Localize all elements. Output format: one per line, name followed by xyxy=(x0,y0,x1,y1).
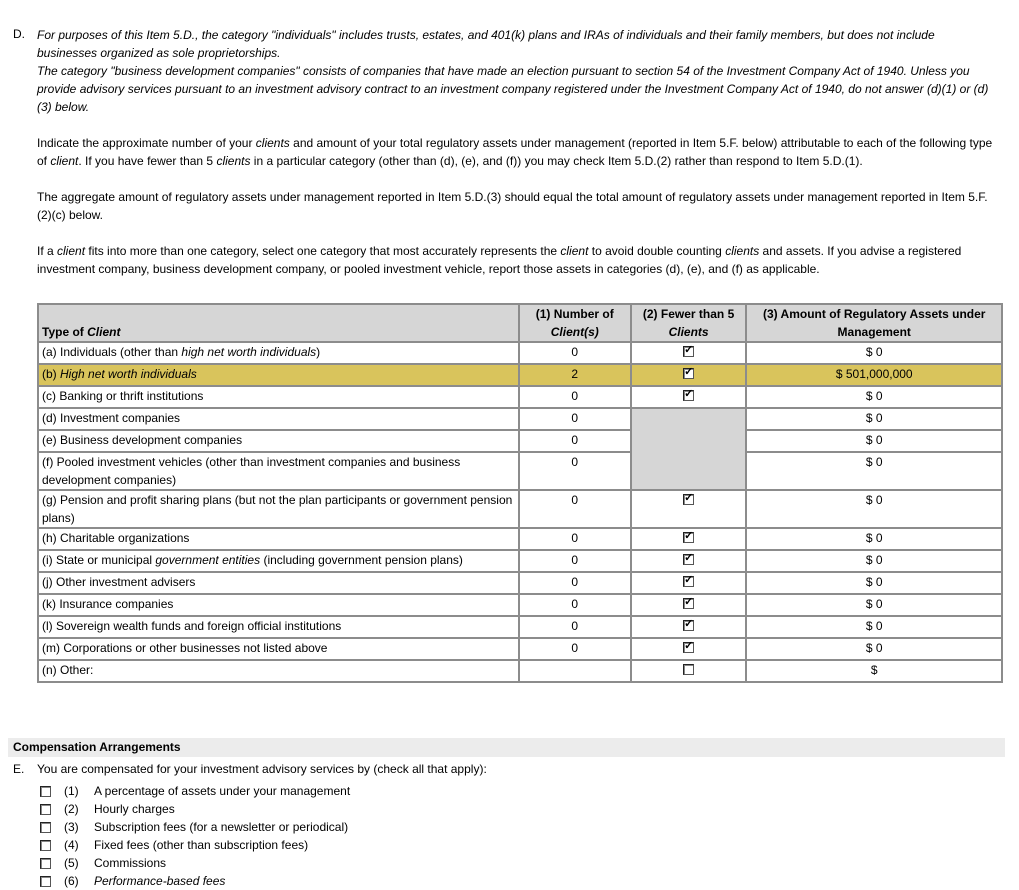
table-row xyxy=(38,572,1002,594)
regulatory-assets-field[interactable]: $ 0 xyxy=(746,386,1002,408)
client-type-text: (d) Investment companies xyxy=(42,411,181,425)
table-row xyxy=(38,638,1002,660)
compensation-checkbox[interactable] xyxy=(40,876,51,887)
fewer-than-5-checkbox[interactable] xyxy=(683,346,694,357)
compensation-option xyxy=(40,836,350,854)
fewer-than-5-not-applicable xyxy=(631,408,747,490)
client-type-text: High net worth individuals xyxy=(60,367,197,381)
compensation-checkbox[interactable] xyxy=(40,858,51,869)
number-of-clients-field[interactable]: 0 xyxy=(519,430,631,452)
fewer-than-5-cell xyxy=(631,342,747,364)
option-label: Performance-based fees xyxy=(94,874,226,888)
fewer-than-5-cell xyxy=(631,364,747,386)
fewer-than-5-cell xyxy=(631,572,747,594)
fewer-than-5-checkbox[interactable] xyxy=(683,642,694,653)
regulatory-assets-field[interactable]: $ 0 xyxy=(746,528,1002,550)
client-type-cell xyxy=(38,594,519,616)
option-number: (6) xyxy=(64,874,79,888)
table-row xyxy=(38,660,1002,682)
check-mark-icon: ✓ xyxy=(684,574,694,586)
text-run: Indicate the approximate number of your xyxy=(37,136,256,150)
regulatory-assets-field[interactable]: $ 0 xyxy=(746,490,1002,528)
header-text: Clients xyxy=(668,325,709,339)
number-of-clients-field[interactable]: 0 xyxy=(519,408,631,430)
regulatory-assets-field[interactable]: $ 0 xyxy=(746,572,1002,594)
header-text: Client xyxy=(87,325,121,339)
option-number: (3) xyxy=(64,820,79,834)
option-number: (1) xyxy=(64,784,79,798)
number-of-clients-field[interactable]: 0 xyxy=(519,342,631,364)
regulatory-assets-field[interactable]: $ xyxy=(746,660,1002,682)
fewer-than-5-cell xyxy=(631,550,747,572)
regulatory-assets-field[interactable]: $ 0 xyxy=(746,408,1002,430)
option-label: A percentage of assets under your management xyxy=(94,784,351,798)
client-type-cell xyxy=(38,550,519,572)
compensation-checkbox[interactable] xyxy=(40,840,51,851)
number-of-clients-field[interactable]: 0 xyxy=(519,550,631,572)
check-mark-icon: ✓ xyxy=(684,344,694,356)
option-label: Hourly charges xyxy=(94,802,175,816)
intro-line-1: For purposes of this Item 5.D., the category "individuals" includes trusts, estates, and 401(k) plans and IRAs of individuals and their family members, but does not include businesses organized as sole proprietorships. xyxy=(37,28,935,60)
header-text: Type of xyxy=(42,325,88,339)
number-of-clients-field[interactable]: 0 xyxy=(519,572,631,594)
instruction-paragraph-3 xyxy=(37,242,997,278)
table-header-row xyxy=(38,304,1002,342)
number-of-clients-field[interactable]: 0 xyxy=(519,386,631,408)
check-mark-icon: ✓ xyxy=(684,492,694,504)
text-run: and assets. If you advise a registered investment company, business development company, or pooled investment vehicle, report those assets in categories (d), (e), and (f) as applicable. xyxy=(37,244,962,276)
text-run: fits into more than one category, select one category that most accurately represents the xyxy=(85,244,561,258)
client-type-text: (j) Other investment advisers xyxy=(42,575,196,589)
text-run: . If you have fewer than 5 xyxy=(78,154,217,168)
check-mark-icon: ✓ xyxy=(684,366,694,378)
compensation-option xyxy=(40,872,350,890)
header-text: (1) Number of xyxy=(535,307,614,321)
client-types-table xyxy=(37,303,1003,683)
instruction-paragraph-2: The aggregate amount of regulatory assets under management reported in Item 5.D.(3) should equal the total amount of regulatory assets under management reported in Item 5.F.(2)(c) below. xyxy=(37,190,988,222)
number-of-clients-field[interactable]: 0 xyxy=(519,490,631,528)
text-run: to avoid double counting xyxy=(588,244,726,258)
number-of-clients-field[interactable]: 0 xyxy=(519,594,631,616)
table-row xyxy=(38,408,1002,430)
fewer-than-5-checkbox[interactable] xyxy=(683,620,694,631)
compensation-checkbox[interactable] xyxy=(40,822,51,833)
client-type-cell xyxy=(38,386,519,408)
number-of-clients-field[interactable]: 0 xyxy=(519,638,631,660)
compensation-option xyxy=(40,854,350,872)
option-number: (5) xyxy=(64,856,79,870)
regulatory-assets-field[interactable]: $ 0 xyxy=(746,550,1002,572)
client-type-text: (f) Pooled investment vehicles (other than investment companies and business development companies) xyxy=(42,455,461,487)
client-type-text: government entities xyxy=(155,553,261,567)
fewer-than-5-checkbox[interactable] xyxy=(683,664,694,675)
number-of-clients-field[interactable]: 0 xyxy=(519,616,631,638)
client-type-cell xyxy=(38,452,519,490)
regulatory-assets-field[interactable]: $ 0 xyxy=(746,430,1002,452)
client-type-cell xyxy=(38,490,519,528)
fewer-than-5-checkbox[interactable] xyxy=(683,390,694,401)
number-of-clients-field[interactable]: 0 xyxy=(519,452,631,490)
client-type-cell xyxy=(38,638,519,660)
table-body xyxy=(38,342,1002,682)
check-mark-icon: ✓ xyxy=(684,618,694,630)
header-number-of-clients xyxy=(519,304,631,342)
number-of-clients-field[interactable]: 0 xyxy=(519,528,631,550)
client-type-text: (e) Business development companies xyxy=(42,433,243,447)
table-row xyxy=(38,490,1002,528)
text-run: client xyxy=(50,154,79,168)
text-run: If a xyxy=(37,244,58,258)
check-mark-icon: ✓ xyxy=(684,552,694,564)
text-run: clients xyxy=(255,136,290,150)
client-type-text: (c) Banking or thrift institutions xyxy=(42,389,204,403)
client-type-cell xyxy=(38,342,519,364)
client-type-text: (n) Other: xyxy=(42,663,94,677)
compensation-checkbox[interactable] xyxy=(40,786,51,797)
fewer-than-5-cell xyxy=(631,386,747,408)
client-type-cell xyxy=(38,616,519,638)
fewer-than-5-checkbox[interactable] xyxy=(683,554,694,565)
intro-line-2: The category "business development companies" consists of companies that have made an election pursuant to section 54 of the Investment Company Act of 1940. Unless you provide advisory services pursuant to an investment advisory contract to an investment company registered under the Investment Company Act of 1940, do not answer (d)(1) or (d)(3) below. xyxy=(37,64,989,114)
text-run: client xyxy=(57,244,86,258)
client-type-cell xyxy=(38,430,519,452)
client-type-cell xyxy=(38,572,519,594)
instruction-paragraph-1 xyxy=(37,134,997,170)
client-type-text: (h) Charitable organizations xyxy=(42,531,190,545)
compensation-options xyxy=(40,782,350,890)
table-row xyxy=(38,342,1002,364)
fewer-than-5-checkbox[interactable] xyxy=(683,576,694,587)
fewer-than-5-cell xyxy=(631,528,747,550)
fewer-than-5-checkbox[interactable] xyxy=(683,494,694,505)
client-type-text: (including government pension plans) xyxy=(260,553,463,567)
fewer-than-5-cell xyxy=(631,638,747,660)
text-run: clients xyxy=(216,154,251,168)
check-mark-icon: ✓ xyxy=(684,388,694,400)
option-label: Subscription fees (for a newsletter or periodical) xyxy=(94,820,349,834)
table-row xyxy=(38,528,1002,550)
text-run: in a particular category (other than (d), (e), and (f)) you may check Item 5.D.(2) rather than respond to Item 5.D.(1). xyxy=(250,154,863,168)
fewer-than-5-checkbox[interactable] xyxy=(683,532,694,543)
regulatory-assets-field[interactable]: $ 501,000,000 xyxy=(746,364,1002,386)
check-mark-icon: ✓ xyxy=(684,596,694,608)
section-letter: D. xyxy=(13,27,25,41)
text-run: client xyxy=(560,244,589,258)
header-fewer-than-5 xyxy=(631,304,747,342)
table-row xyxy=(38,430,1002,452)
fewer-than-5-checkbox[interactable] xyxy=(683,598,694,609)
table-row xyxy=(38,452,1002,490)
client-type-text: (k) Insurance companies xyxy=(42,597,174,611)
fewer-than-5-cell xyxy=(631,660,747,682)
text-run: clients xyxy=(725,244,760,258)
table-row xyxy=(38,594,1002,616)
table-row xyxy=(38,364,1002,386)
regulatory-assets-field[interactable]: $ 0 xyxy=(746,342,1002,364)
fewer-than-5-cell xyxy=(631,594,747,616)
option-number: (4) xyxy=(64,838,79,852)
client-type-cell xyxy=(38,364,519,386)
check-mark-icon: ✓ xyxy=(684,530,694,542)
fewer-than-5-cell xyxy=(631,616,747,638)
regulatory-assets-field[interactable]: $ 0 xyxy=(746,638,1002,660)
compensation-option xyxy=(40,782,350,800)
client-type-text: (a) Individuals (other than xyxy=(42,345,182,359)
client-type-text: (l) Sovereign wealth funds and foreign official institutions xyxy=(42,619,342,633)
regulatory-assets-field[interactable]: $ 0 xyxy=(746,594,1002,616)
client-type-cell xyxy=(38,408,519,430)
client-type-text: ) xyxy=(316,345,321,359)
client-type-text: (i) State or municipal xyxy=(42,553,156,567)
text-run: and amount of your total regulatory assets under management (reported in Item 5.F. below) attributable to each of the following type of xyxy=(37,136,993,168)
option-label: Fixed fees (other than subscription fees) xyxy=(94,838,309,852)
fewer-than-5-cell xyxy=(631,490,747,528)
check-mark-icon: ✓ xyxy=(684,640,694,652)
compensation-checkbox[interactable] xyxy=(40,804,51,815)
client-type-text: (g) Pension and profit sharing plans (but not the plan participants or government pension plans) xyxy=(42,493,513,525)
header-regulatory-assets: (3) Amount of Regulatory Assets under Management xyxy=(746,304,1002,342)
compensation-section-header: Compensation Arrangements xyxy=(8,738,1005,757)
table-row xyxy=(38,386,1002,408)
client-type-cell xyxy=(38,660,519,682)
client-type-text: (b) xyxy=(42,367,60,381)
option-number: (2) xyxy=(64,802,79,816)
number-of-clients-field[interactable] xyxy=(519,660,631,682)
compensation-option xyxy=(40,818,350,836)
option-label: Commissions xyxy=(94,856,167,870)
table-row xyxy=(38,616,1002,638)
header-type-of-client xyxy=(38,304,519,342)
compensation-question: You are compensated for your investment advisory services by (check all that apply): xyxy=(37,762,487,776)
header-text: Client(s) xyxy=(550,325,599,339)
client-type-text: high net worth individuals xyxy=(181,345,317,359)
header-text: (2) Fewer than 5 xyxy=(642,307,735,321)
regulatory-assets-field[interactable]: $ 0 xyxy=(746,616,1002,638)
section-letter-e: E. xyxy=(13,762,25,776)
client-type-cell xyxy=(38,528,519,550)
table-row xyxy=(38,550,1002,572)
compensation-option xyxy=(40,800,350,818)
regulatory-assets-field[interactable]: $ 0 xyxy=(746,452,1002,490)
number-of-clients-field[interactable]: 2 xyxy=(519,364,631,386)
fewer-than-5-checkbox[interactable] xyxy=(683,368,694,379)
client-type-text: (m) Corporations or other businesses not listed above xyxy=(42,641,328,655)
